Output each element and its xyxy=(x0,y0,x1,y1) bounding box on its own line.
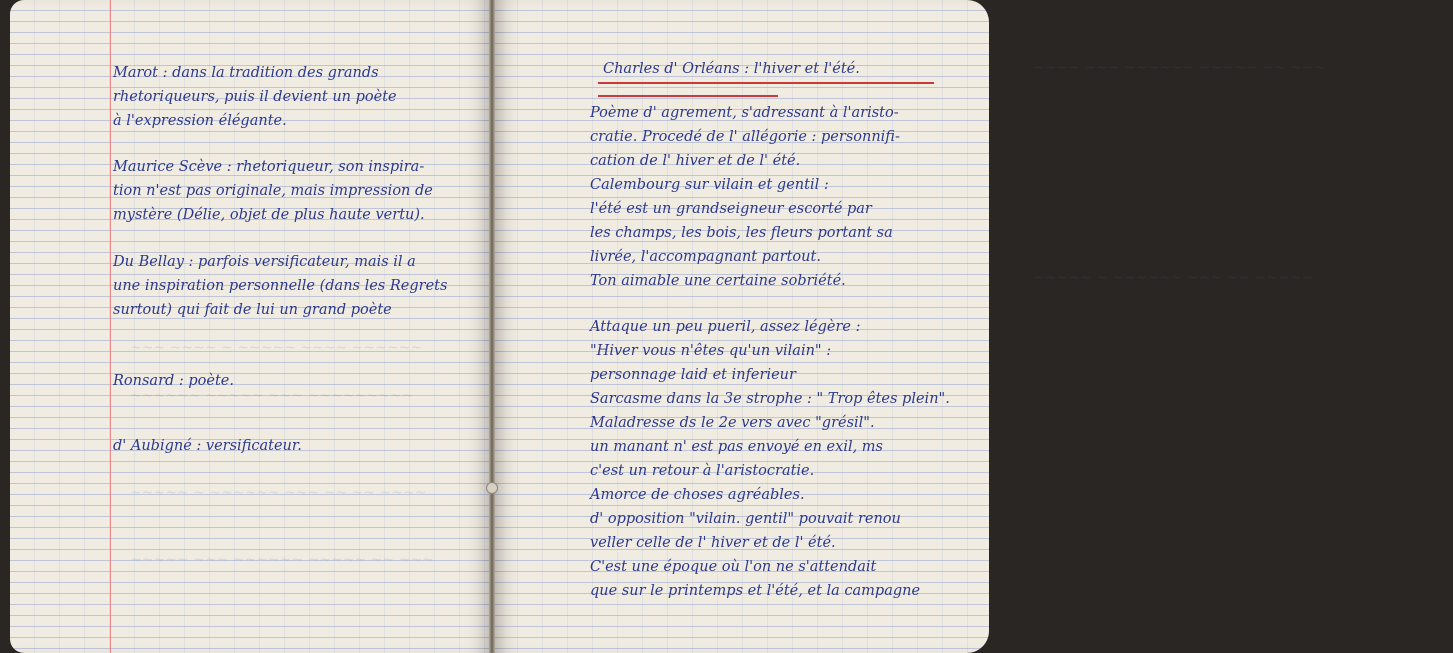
right-line-4: Calembourg sur vilain et gentil : xyxy=(590,177,829,193)
bleed-through-text: ~~~~ ~~~ ~~~~~~ ~~~~~ ~~ ~~~ xyxy=(1033,60,1326,76)
right-line-3: cation de l' hiver et de l' été. xyxy=(590,153,801,169)
notebook-spine xyxy=(489,0,495,653)
left-line-9: surtout) qui fait de lui un grand poète xyxy=(113,302,392,318)
right-line-20: que sur le printemps et l'été, et la campagne xyxy=(590,583,921,599)
right-line-7: livrée, l'accompagnant partout. xyxy=(590,249,821,265)
left-margin-line xyxy=(110,0,111,653)
right-line-17: d' opposition "vilain. gentil" pouvait renou xyxy=(590,511,901,527)
right-line-11: personnage laid et inferieur xyxy=(590,367,796,383)
binding-hole xyxy=(486,482,498,494)
right-line-9: Attaque un peu pueril, assez légère : xyxy=(590,319,861,335)
right-line-13: Maladresse ds le 2e vers avec "grésil". xyxy=(590,415,875,431)
left-line-10: Ronsard : poète. xyxy=(113,373,234,389)
right-title: Charles d' Orléans : l'hiver et l'été. xyxy=(603,61,860,77)
bleed-through-text: ~~~~~ ~ ~~~~~~ ~~~ ~~ ~~~~~ xyxy=(1033,270,1314,286)
right-line-2: cratie. Procedé de l' allégorie : personnifi- xyxy=(590,129,900,145)
bleed-through-text: ~~~ ~~~~ ~ ~~~~~ ~~~~ ~~~~~~ xyxy=(130,340,423,356)
title-underline-second xyxy=(598,95,778,97)
left-line-7: Du Bellay : parfois versificateur, mais il a xyxy=(113,254,416,270)
right-line-1: Poème d' agrement, s'adressant à l'aristo- xyxy=(590,105,899,121)
right-line-14: un manant n' est pas envoyé en exil, ms xyxy=(590,439,884,455)
right-line-10: "Hiver vous n'êtes qu'un vilain" : xyxy=(590,343,832,359)
right-line-19: C'est une époque où l'on ne s'attendait xyxy=(590,559,877,575)
right-line-8: Ton aimable une certaine sobriété. xyxy=(590,273,846,289)
right-line-12: Sarcasme dans la 3e strophe : " Trop êtes plein". xyxy=(590,391,950,407)
left-line-2: rhetoriqueurs, puis il devient un poète xyxy=(113,89,397,105)
right-line-18: veller celle de l' hiver et de l' été. xyxy=(590,535,836,551)
right-line-5: l'été est un grandseigneur escorté par xyxy=(590,201,872,217)
left-line-1: Marot : dans la tradition des grands xyxy=(113,65,379,81)
left-line-4: Maurice Scève : rhetoriqueur, son inspira- xyxy=(113,159,425,175)
left-line-6: mystère (Délie, objet de plus haute vertu). xyxy=(113,207,425,223)
right-line-15: c'est un retour à l'aristocratie. xyxy=(590,463,815,479)
bleed-through-text: ~~~~~~ ~~~~~ ~~~ ~~~~~~~~~ xyxy=(130,388,414,404)
bleed-through-text: ~~~~~ ~~~ ~~~~~~ ~~~~~ ~~ ~~~ xyxy=(130,552,434,568)
bleed-through-text: ~~~~~ ~ ~~~~~~ ~~~ ~~ ~~ ~~~~ xyxy=(130,485,427,501)
left-line-3: à l'expression élégante. xyxy=(113,113,287,129)
left-line-8: une inspiration personnelle (dans les Regrets xyxy=(113,278,448,294)
left-line-11: d' Aubigné : versificateur. xyxy=(113,438,302,454)
left-line-5: tion n'est pas originale, mais impression de xyxy=(113,183,433,199)
right-line-16: Amorce de choses agréables. xyxy=(590,487,805,503)
right-line-6: les champs, les bois, les fleurs portant sa xyxy=(590,225,893,241)
title-underline xyxy=(598,82,934,84)
